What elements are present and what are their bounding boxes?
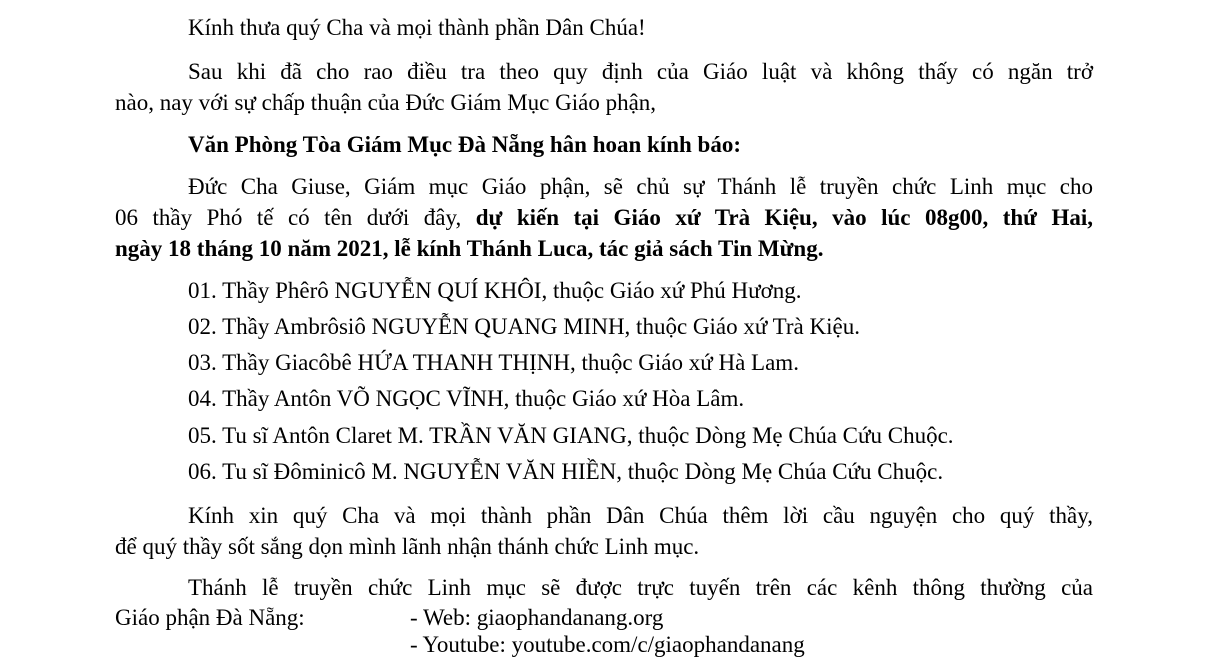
cut-off-line-container (400, 628, 900, 657)
paragraph-2-line-2 (115, 204, 1093, 232)
paragraph-3-line-1: Kính xin quý Cha và mọi thành phần Dân Chúa thêm lời cầu nguyện cho quý thầy, (188, 503, 1093, 528)
paragraph-3-line-2: để quý thầy sốt sắng dọn mình lãnh nhận thánh chức Linh mục. (115, 534, 700, 559)
paragraph-2-line-1: Đức Cha Giuse, Giám mục Giáo phận, sẽ chủ sự Thánh lễ truyền chức Linh mục cho (188, 174, 1093, 199)
candidate-item: 05. Tu sĩ Antôn Claret M. TRẦN VĂN GIANG, thuộc Dòng Mẹ Chúa Cứu Chuộc. (188, 423, 954, 448)
cut-off-list-item: - Youtube: youtube.com/c/giaophandanang (410, 632, 805, 657)
candidate-item: 01. Thầy Phêrô NGUYỄN QUÍ KHÔI, thuộc Giáo xứ Phú Hương. (188, 278, 802, 303)
paragraph-1-line-1: Sau khi đã cho rao điều tra theo quy định của Giáo luật và không thấy có ngăn trở (188, 59, 1093, 84)
paragraph-4-label: Giáo phận Đà Nẵng: (115, 605, 305, 630)
candidate-item: 02. Thầy Ambrôsiô NGUYỄN QUANG MINH, thuộc Giáo xứ Trà Kiệu. (188, 314, 860, 339)
candidate-item: 06. Tu sĩ Đôminicô M. NGUYỄN VĂN HIỀN, thuộc Dòng Mẹ Chúa Cứu Chuộc. (188, 459, 944, 484)
candidate-item: 03. Thầy Giacôbê HỨA THANH THỊNH, thuộc Giáo xứ Hà Lam. (188, 350, 799, 375)
announcement-heading: Văn Phòng Tòa Giám Mục Đà Nẵng hân hoan kính báo: (188, 132, 741, 157)
paragraph-2-normal-text: 06 thầy Phó tế có tên dưới đây, (115, 205, 476, 230)
web-link-item: - Web: giaophandanang.org (410, 605, 664, 630)
candidate-item: 04. Thầy Antôn VÕ NGỌC VĨNH, thuộc Giáo xứ Hòa Lâm. (188, 386, 745, 411)
paragraph-2-bold-text: dự kiến tại Giáo xứ Trà Kiệu, vào lúc 08g00, thứ Hai, (475, 205, 1093, 230)
greeting: Kính thưa quý Cha và mọi thành phần Dân Chúa! (188, 15, 646, 40)
paragraph-1-line-2: nào, nay với sự chấp thuận của Đức Giám Mục Giáo phận, (115, 90, 657, 115)
paragraph-4-line-1: Thánh lễ truyền chức Linh mục sẽ được trực tuyến trên các kênh thông thường của (188, 575, 1093, 600)
paragraph-2-line-3: ngày 18 tháng 10 năm 2021, lễ kính Thánh Luca, tác giả sách Tin Mừng. (115, 236, 824, 261)
